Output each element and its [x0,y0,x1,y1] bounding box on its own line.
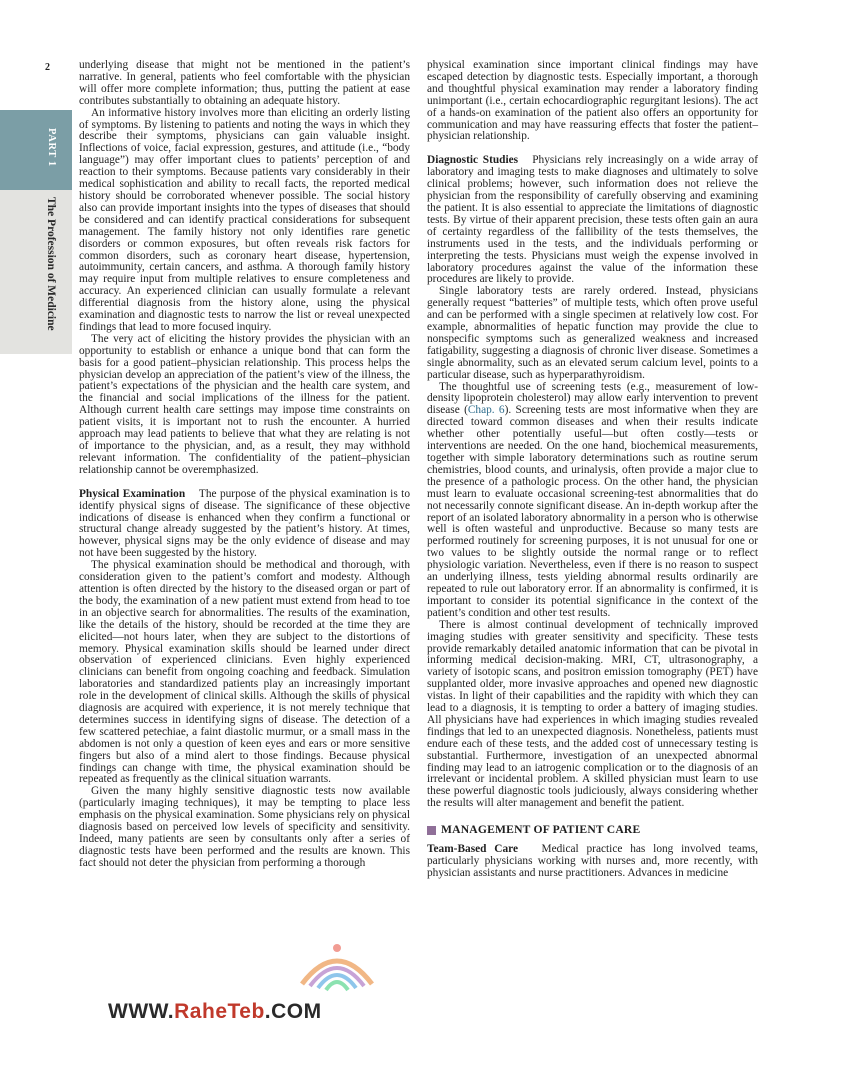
physical-examination-section [79,489,410,560]
paragraph: underlying disease that might not be mentioned in the patient’s narrative. In general, patients who feel comfortable with the physician will offer more complete information; thus, putting the patient at ease contributes substantially to obtaining an adequate history. [79,59,410,107]
left-column [79,60,410,870]
paragraph: The very act of eliciting the history provides the physician with an opportunity to establish or enhance a unique bond that can form the basis for a good patient–physician relationship. This process helps the physician develop an appreciation of the patient’s view of the illness, the patient’s expectations of the physician and the health care system, and the financial and social implications of the illness for the patient. Although current health care settings may impose time constraints on patient visits, it is important not to rush the encounter. A hurried approach may lead patients to believe that what they are relating is not of importance to the physician, and, as a result, they may withhold relevant information. The confidentiality of the patient–physician relationship cannot be overemphasized. [79,332,410,476]
page-number: 2 [45,62,51,73]
section-square-icon [427,826,436,835]
section-heading [427,824,758,836]
paragraph: Single laboratory tests are rarely ordered. Instead, physicians generally request “batteries” of multiple tests, which often prove useful and can be performed with a single specimen at relatively low cost. For example, abnormalities of hepatic function may provide the clue to nonspecific symptoms such as generalized weakness and increased fatigability, suggesting a diagnosis of chronic liver disease. Sometimes a single abnormality, such as an elevated serum calcium level, points to a particular disease, such as hyperparathyroidism. [427,285,758,381]
watermark [108,1000,322,1024]
part-title: The Profession of Medicine [45,197,57,331]
watermark-prefix: WWW. [108,1000,175,1023]
team-based-care-section [427,844,758,880]
paragraph-text: ). Screening tests are most informative when they are directed toward common diseases and when their results indicate whether other potentially useful—but often costly—tests or interventions are needed. On the one hand, biochemical measurements, together with simple laboratory determinations such as routine serum chemistries, blood counts, and urinalysis, often provide a major clue to the presence of a pathologic process. On the other hand, the physician must learn to evaluate occasional screening-test abnormalities that do not necessarily connote significant disease. An in-depth workup after the report of an isolated laboratory abnormality in a person who is otherwise well is often wasteful and unproductive. Because so many tests are performed routinely for screening purposes, it is not unusual for one or two values to be slightly outside the normal range or to reflect physiologic variation. Nevertheless, even if there is no reason to suspect an underlying illness, tests yielding abnormal results ordinarily are repeated to rule out laboratory error. If an abnormality is confirmed, it is important to consider its potential significance in the context of the patient’s condition and other test results. [427,404,758,619]
paragraph-text: Medical practice has long involved teams, particularly physicians working with nurses and, more recently, with physician assistants and nurse practitioners. Advances in medicine [427,843,758,879]
paragraph: An informative history involves more than eliciting an orderly listing of symptoms. By listening to patients and noting the ways in which they describe their symptoms, physicians can gain valuable insight. Inflections of voice, facial expression, gestures, and attitude (i.e., “body language”) may offer important clues to patients’ perception of and reaction to their symptoms. Because patients vary considerably in their medical sophistication and ability to recall facts, the reported medical history should be corroborated whenever possible. The social history also can provide important insights into the types of diseases that should be considered and can identify practical considerations for subsequent management. The family history not only identifies rare genetic disorders or common exposures, but often reveals risk factors for common disorders, such as coronary heart disease, hypertension, autoimmunity, certain cancers, and asthma. A thorough family history may require input from multiple relatives to ensure completeness and accuracy. An experienced clinician can usually formulate a relevant differential diagnosis from the history alone, using the physical examination and diagnostic tests to narrow the list or reveal unexpected findings that lead to more focused inquiry. [79,106,410,333]
raheteb-logo-icon [292,936,382,998]
run-in-heading: Team-Based Care [427,843,519,856]
paragraph-text: Physicians rely increasingly on a wide array of laboratory and imaging tests to make diagnoses and ultimately to solve clinical problems; however, such information does not relieve the physician from the responsibility of carefully observing and examining the patient. It is also essential to appreciate the limitations of diagnostic tests. By virtue of their apparent precision, these tests often gain an aura of certainty regardless of the fallibility of the tests themselves, the instruments used in the tests, and the individuals performing or interpreting the tests. Physicians must weigh the expense involved in laboratory procedures against the value of the information these procedures are likely to provide. [427,154,758,286]
run-in-heading: Diagnostic Studies [427,154,519,167]
paragraph: physical examination since important clinical findings may have escaped detection by diagnostic tests. Especially important, a thorough and thoughtful physical examination may render a laboratory finding unimportant (i.e., certain echocardiographic regurgitant lesions). The act of a hands-on examination of the patient also offers an opportunity for communication and may have reassuring effects that foster the patient–physician relationship. [427,59,758,143]
paragraph-text: The purpose of the physical examination is to identify physical signs of disease. The significance of these objective indications of disease is enhanced when they confirm a functional or structural change already suggested by the patient’s history. At times, however, physical signs may be the only evidence of disease and may not have been suggested by the history. [79,487,411,560]
paragraph [427,382,758,620]
right-column [427,60,758,880]
watermark-suffix: .COM [264,1000,322,1023]
paragraph: The physical examination should be methodical and thorough, with consideration given to the patient’s comfort and modesty. Although attention is often directed by the history to the diseased organ or part of the body, the examination of a new patient must extend from head to toe in an objective search for abnormalities. The results of the examination, like the details of the history, should be recorded at the time they are elicited—not hours later, when they are subject to the distortions of memory. Physical examination skills should be learned under direct observation of experienced clinicians. Even highly experienced clinicians can benefit from ongoing coaching and feedback. Simulation laboratories and standardized patients play an increasingly important role in the development of clinical skills. Although the skills of physical diagnosis are acquired with experience, it is not merely technique that determines success in identifying signs of disease. The detection of a few scattered petechiae, a faint diastolic murmur, or a small mass in the abdomen is not only a question of keen eyes and ears or more sensitive fingers but also of a mind alert to those findings. Because physical findings can change with time, the physical examination should be repeated as frequently as the clinical situation warrants. [79,559,410,786]
section-heading-text: MANAGEMENT OF PATIENT CARE [441,823,641,837]
chapter-link[interactable]: Chap. 6 [467,404,505,417]
paragraph: Given the many highly sensitive diagnostic tests now available (particularly imaging techniques), it may be tempting to place less emphasis on the physical examination. Some physicians rely on physical diagnosis based on perceived low levels of specificity and sensitivity. Indeed, many patients are seen by consultants only after a series of diagnostic tests have been performed and the results are known. This fact should not deter the physician from performing a thorough [79,785,410,869]
diagnostic-studies-section [427,155,758,286]
paragraph-text: The thoughtful use of screening tests (e.g., measurement of low-density lipoprotein cholesterol) may allow early intervention to prevent disease ( [427,380,758,417]
paragraph: There is almost continual development of technically improved imaging studies with greater sensitivity and specificity. These tests provide remarkably detailed anatomic information that can be pivotal in informing medical decision-making. MRI, CT, ultrasonography, a variety of isotopic scans, and positron emission tomography (PET) have supplanted older, more invasive approaches and opened new diagnostic vistas. In light of their capabilities and the rapidity with which they can lead to a diagnosis, it is tempting to order a battery of imaging studies. All physicians have had experiences in which imaging studies revealed findings that led to an unexpected diagnosis. Nonetheless, patients must endure each of these tests, and the added cost of unnecessary testing is substantial. Furthermore, investigation of an unexpected abnormal finding may lead to an iatrogenic complication or to the diagnosis of an irrelevant or incidental problem. A skilled physician must learn to use these powerful diagnostic tools judiciously, always considering whether the results will alter management and benefit the patient. [427,618,758,810]
part-tab-accent [0,110,72,190]
part-label: PART 1 [46,128,57,167]
part-side-tab [0,110,72,354]
run-in-heading: Physical Examination [79,487,186,500]
watermark-brand: RaheTeb [174,1000,265,1023]
